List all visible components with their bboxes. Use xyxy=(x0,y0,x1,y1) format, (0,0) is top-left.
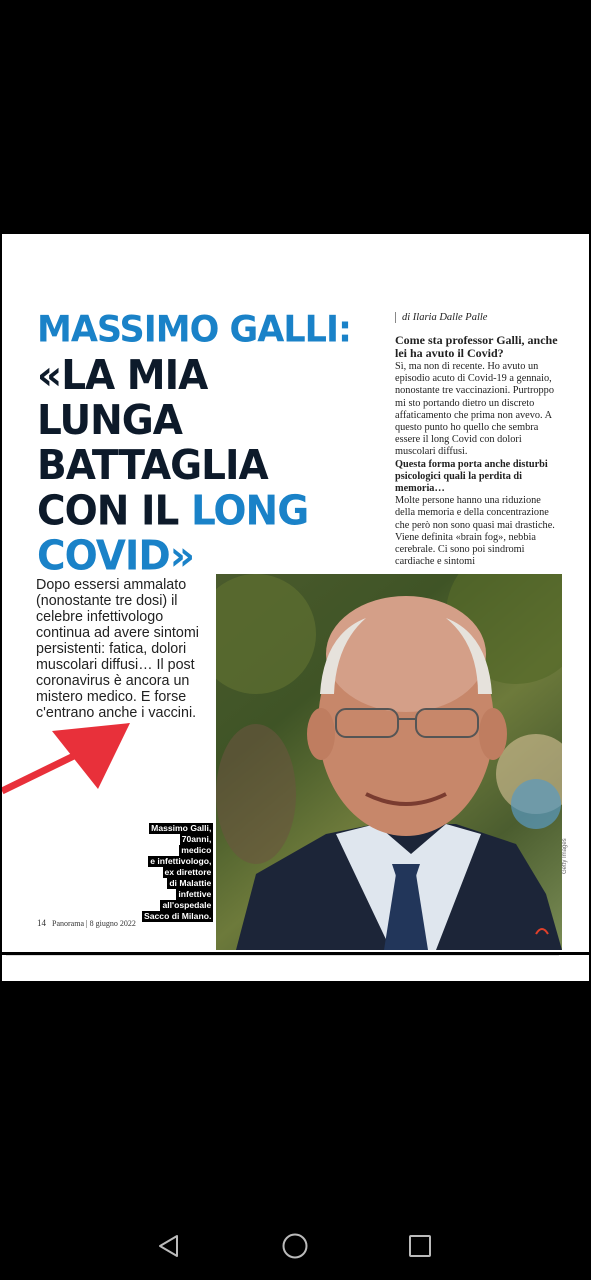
headline-line-4 xyxy=(37,489,351,534)
headline-line-3: BATTAGLIA xyxy=(37,442,268,490)
photo-caption xyxy=(142,823,213,922)
android-nav-bar xyxy=(0,1210,591,1280)
triangle-back-icon xyxy=(155,1233,181,1259)
headline-line-4-b: LONG xyxy=(190,487,309,535)
next-page-strip xyxy=(2,955,589,981)
caption-line: di Malattie xyxy=(169,878,212,888)
portrait-photo xyxy=(216,574,562,950)
article-body xyxy=(395,334,563,568)
back-button[interactable] xyxy=(152,1230,184,1262)
headline-line-5: COVID» xyxy=(37,532,194,580)
headline-line-4-a: CON IL xyxy=(37,487,191,535)
headline xyxy=(37,308,351,579)
circle-home-icon xyxy=(281,1232,309,1260)
magazine-page xyxy=(2,234,589,952)
caption-line: ex direttore xyxy=(164,867,212,877)
caption-line: 70anni, xyxy=(181,834,212,844)
answer-2: Molte persone hanno una riduzione della memoria e della concentrazione che però non sono quasi mai drastiche. Viene definita «brain fog», nebbia cerebrale. Ci sono poi sindromi cardiache e sintomi xyxy=(395,495,555,568)
caption-line: Sacco di Milano. xyxy=(144,911,212,921)
headline-name: MASSIMO GALLI: xyxy=(37,309,351,352)
deck-text: Dopo essersi ammalato (nonostante tre dosi) il celebre infettivologo continua ad avere sintomi persistenti: fatica, dolori muscolari diffusi… Il post coronavirus è ancora un mistero medico. E forse c'entrano anche i vaccini. xyxy=(36,577,199,721)
folio-page-number: 14 xyxy=(37,918,46,928)
caption-line: Massimo Galli, xyxy=(151,823,212,833)
folio xyxy=(37,918,136,928)
answer-1: Sì, ma non di recente. Ho avuto un episodio acuto di Covid-19 a gennaio, nonostante tre vaccinazioni. Purtroppo mi sto portando dietro un discreto affaticamento che prima non avevo. A questo punto ho quello che sembra essere il long Covid con dolori muscolari diffusi. xyxy=(395,361,554,458)
recents-button[interactable] xyxy=(404,1230,436,1262)
headline-line-2: LUNGA xyxy=(37,397,182,445)
caption-line: medico xyxy=(181,845,212,855)
home-button[interactable] xyxy=(279,1230,311,1262)
question-2: Questa forma porta anche disturbi psicologici quali la perdita di memoria… xyxy=(395,458,548,495)
folio-text: Panorama | 8 giugno 2022 xyxy=(52,919,136,928)
square-recents-icon xyxy=(407,1233,433,1259)
byline: di Ilaria Dalle Palle xyxy=(395,312,487,323)
caption-line: e infettivologo, xyxy=(150,856,212,866)
question-1: Come sta professor Galli, anche lei ha avuto il Covid? xyxy=(395,334,558,360)
headline-line-1: «LA MIA xyxy=(37,352,208,400)
divider xyxy=(6,955,559,956)
caption-line: all'ospedale xyxy=(162,900,212,910)
red-arrow-icon xyxy=(2,719,142,799)
photo-credit: Getty Images xyxy=(562,838,568,874)
caption-line: infettive xyxy=(178,889,212,899)
